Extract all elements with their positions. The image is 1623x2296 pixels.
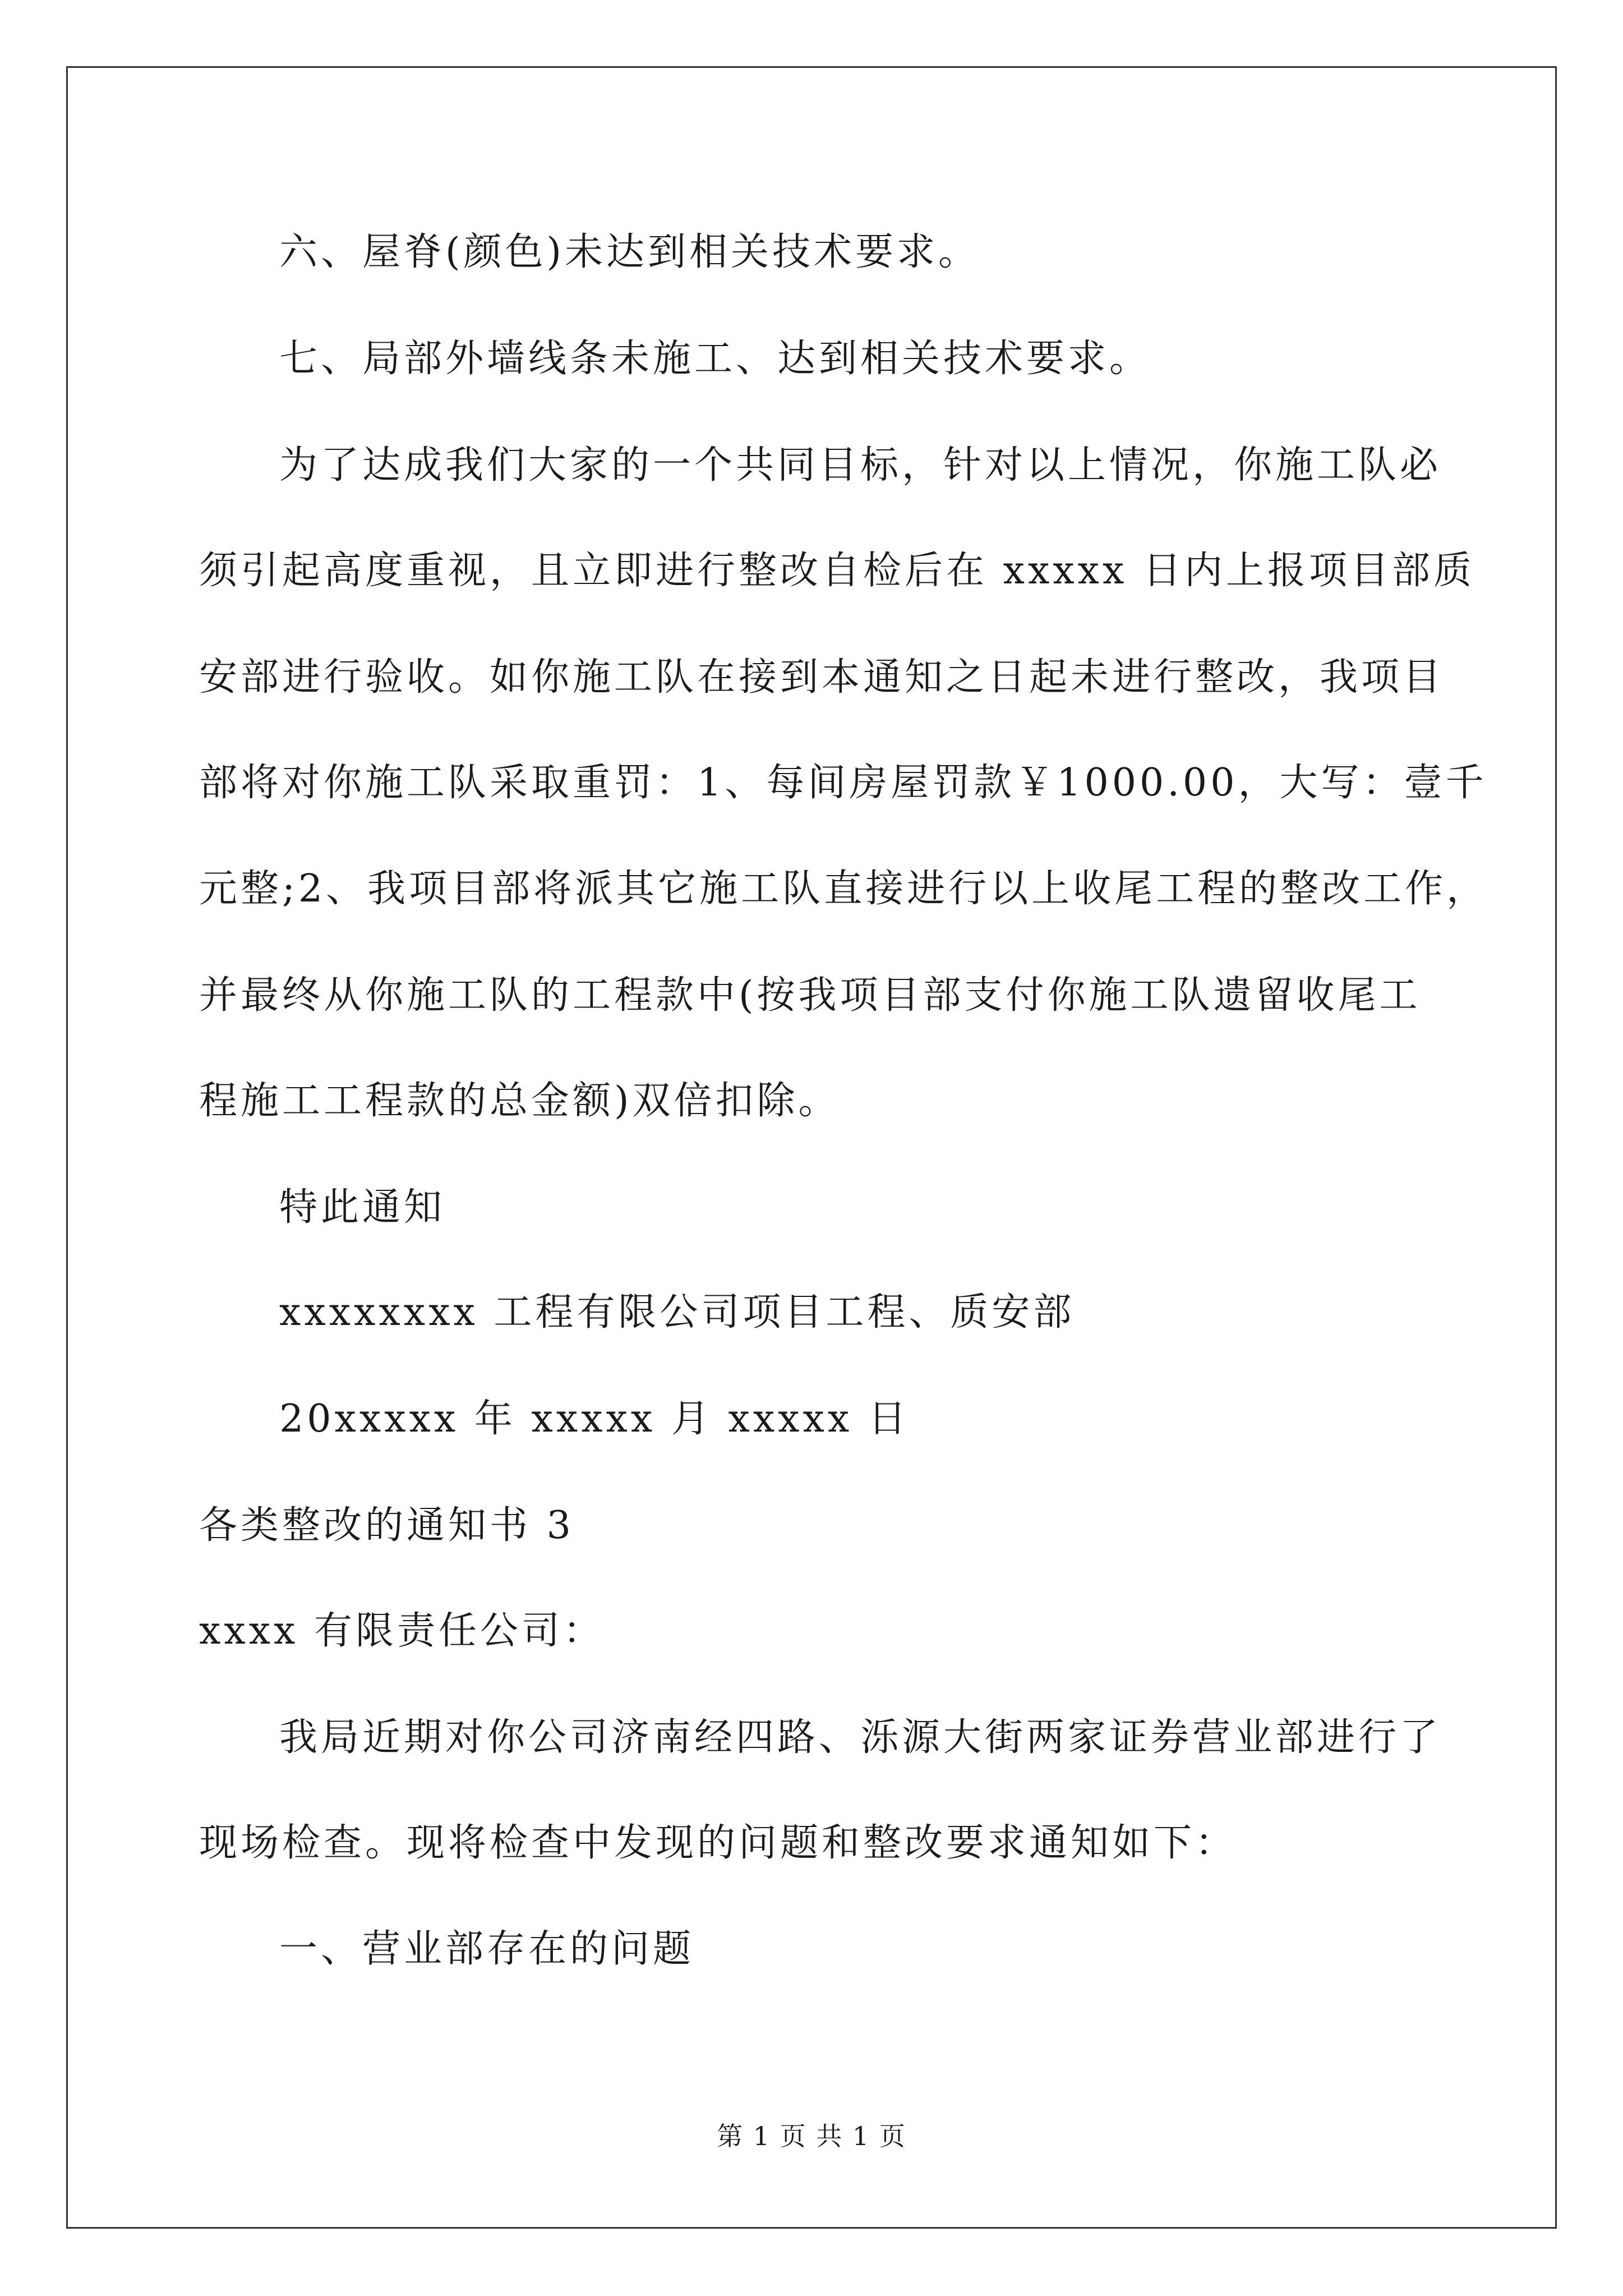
paragraph-line-7: 程施工工程款的总金额)双倍扣除。 <box>199 1079 840 1123</box>
paragraph-line-2: 须引起高度重视，且立即进行整改自检后在 xxxxx 日内上报项目部质 <box>199 549 1475 593</box>
item-seven: 七、局部外墙线条未施工、达到相关技术要求。 <box>279 337 1151 381</box>
page-footer: 第 1 页 共 1 页 <box>717 2121 906 2151</box>
signature-company: xxxxxxxx 工程有限公司项目工程、质安部 <box>279 1290 1075 1335</box>
signature-date: 20xxxxx 年 xxxxx 月 xxxxx 日 <box>279 1397 910 1441</box>
body-line-1: 我局近期对你公司济南经四路、泺源大街两家证券营业部进行了 <box>279 1715 1442 1760</box>
paragraph-line-1: 为了达成我们大家的一个共同目标，针对以上情况，你施工队必 <box>279 443 1442 487</box>
body-line-2: 现场检查。现将检查中发现的问题和整改要求通知如下： <box>199 1821 1237 1865</box>
item-six: 六、屋脊(颜色)未达到相关技术要求。 <box>279 230 980 274</box>
page-border <box>66 66 1557 2229</box>
paragraph-line-6: 并最终从你施工队的工程款中(按我项目部支付你施工队遗留收尾工 <box>199 973 1421 1018</box>
paragraph-line-5: 元整;2、我项目部将派其它施工队直接进行以上收尾工程的整改工作， <box>199 867 1488 911</box>
section-title: 各类整改的通知书 3 <box>199 1503 574 1548</box>
notice-closing: 特此通知 <box>279 1185 446 1230</box>
paragraph-line-4: 部将对你施工队采取重罚：1、每间房屋罚款￥1000.00，大写：壹千 <box>199 761 1487 805</box>
subsection-heading: 一、营业部存在的问题 <box>279 1927 695 1971</box>
recipient: xxxx 有限责任公司： <box>199 1609 605 1653</box>
paragraph-line-3: 安部进行验收。如你施工队在接到本通知之日起未进行整改，我项目 <box>199 655 1445 700</box>
